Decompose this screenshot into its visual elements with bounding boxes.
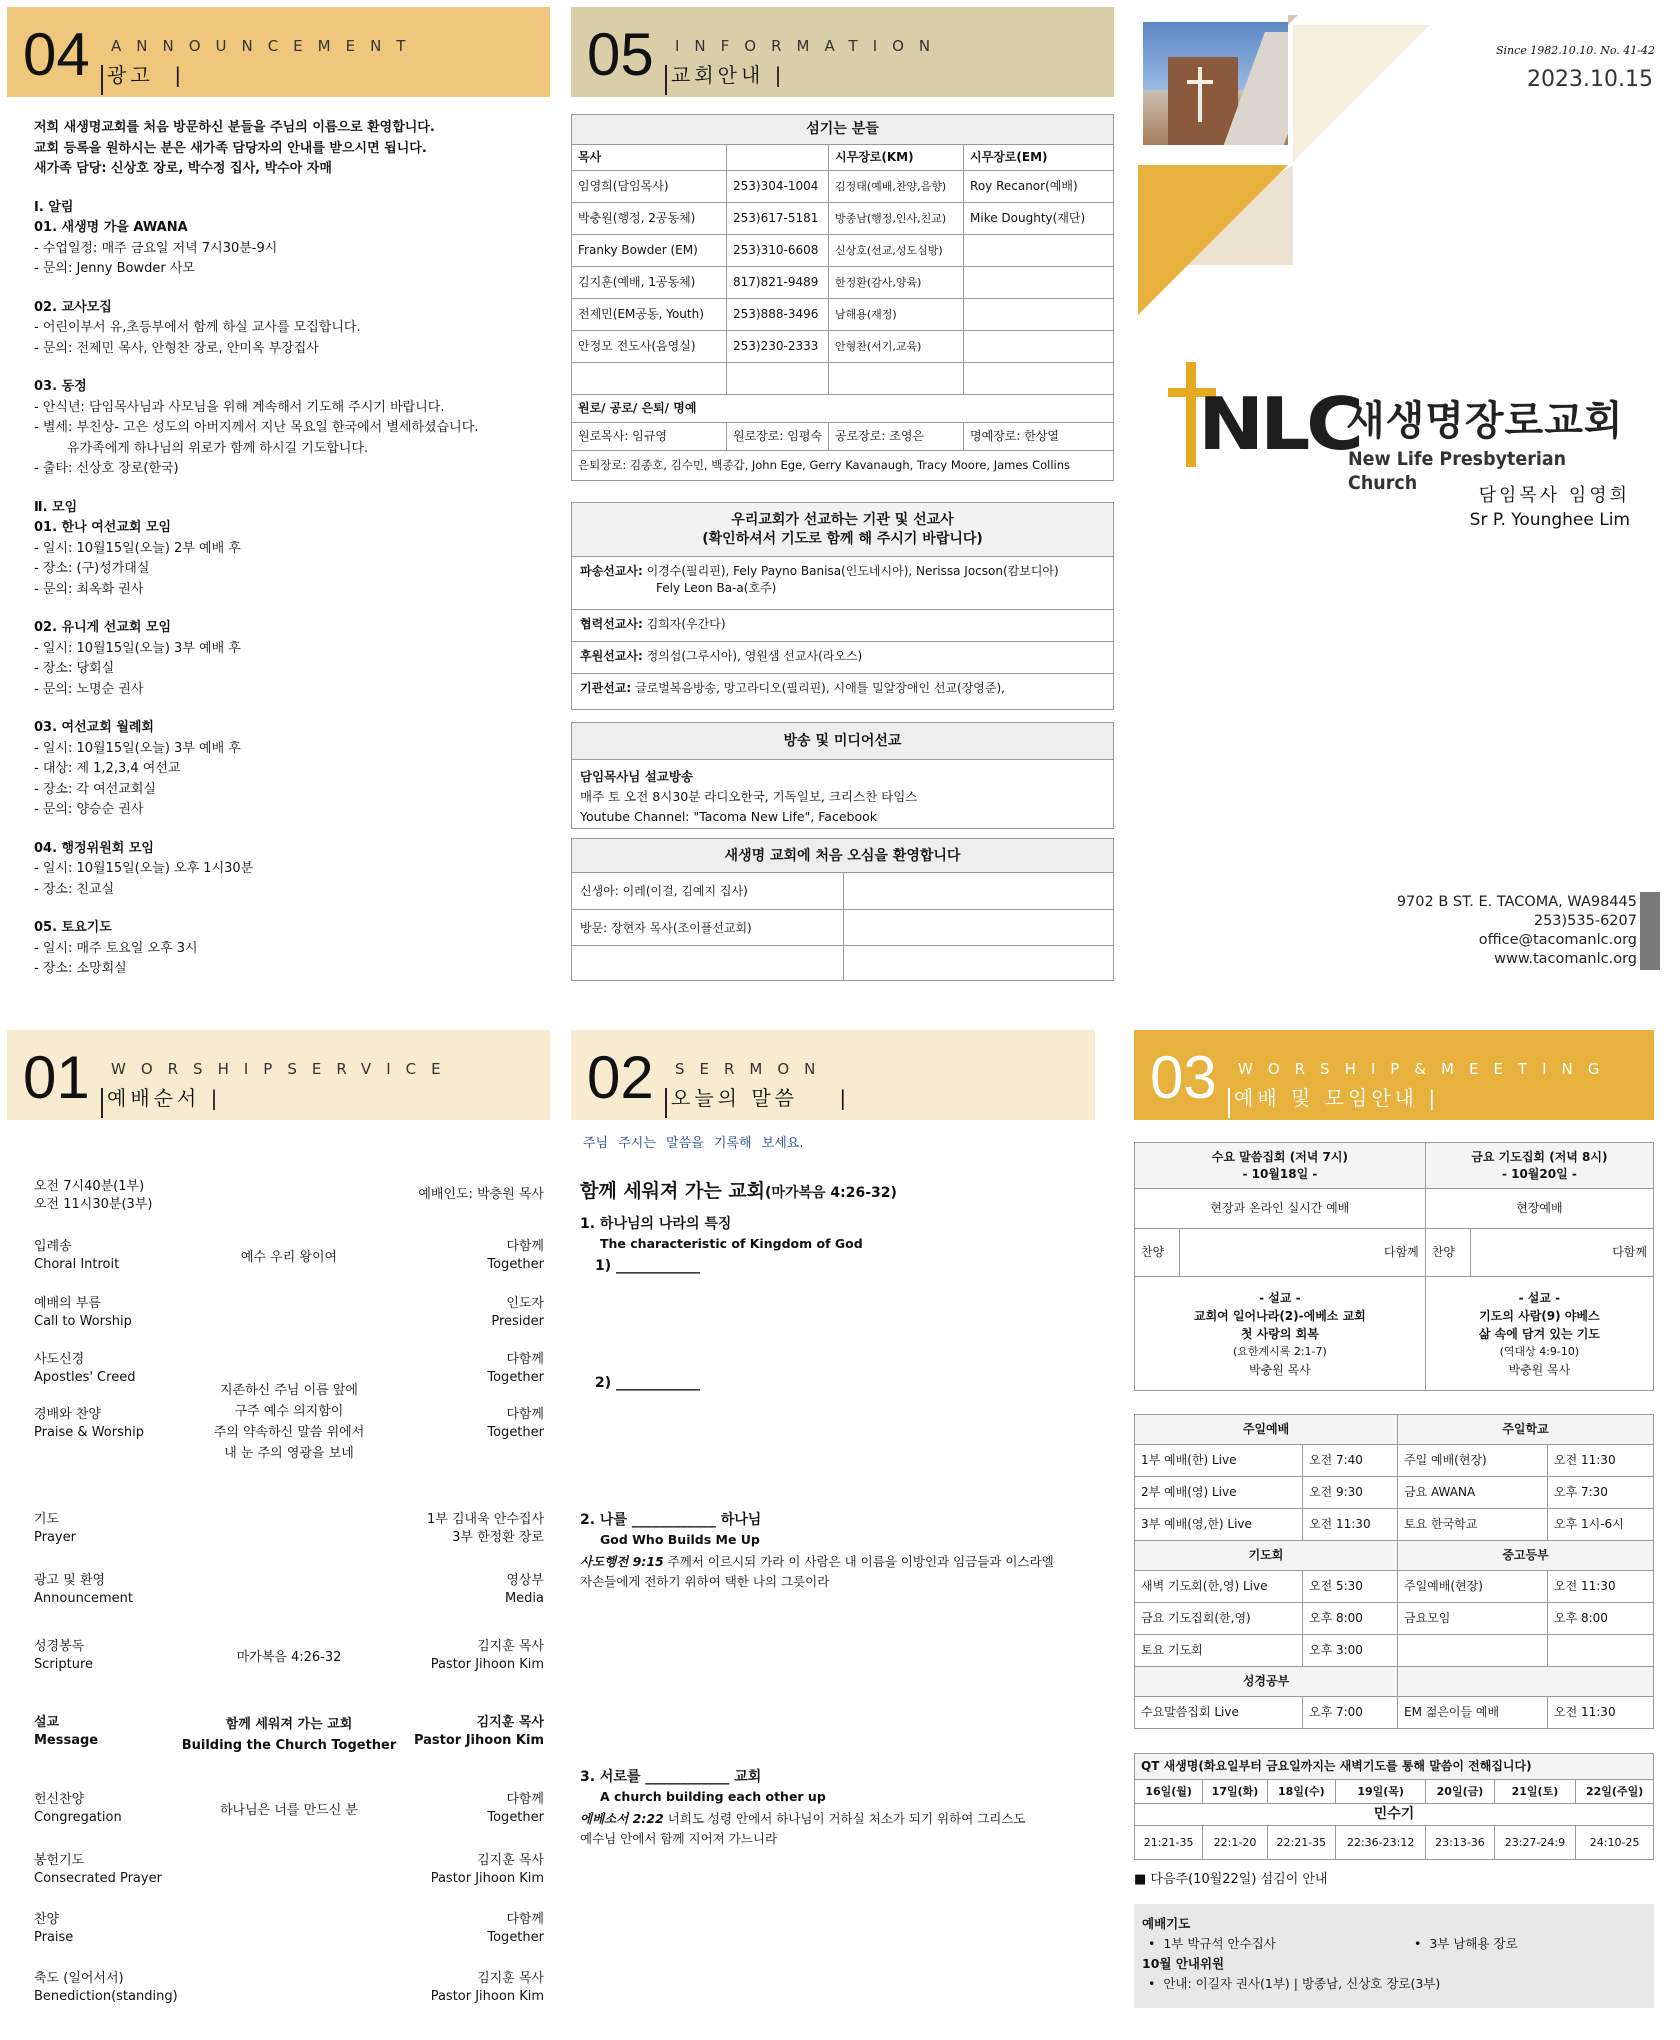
sermon-point-3: 3. 서로를 ____________ 교회 A church building each other up 에베소서 2:22 너희도 성령 안에서 하나님이 거하실 처소가 되기 위하여 그리스도 예수님 안에서 함께 지어져 가느니라 xyxy=(580,1769,1026,1846)
staff-title: 섬기는 분들 xyxy=(572,115,1114,145)
qt-day: 22일(주일) xyxy=(1576,1780,1654,1804)
section-number: 02 xyxy=(587,1044,654,1111)
announce-line: 유가족에게 하나님의 위로가 함께 하시길 기도합니다. xyxy=(34,440,369,456)
servers-box: 예배기도 • 1부 박규석 안수집사 • 3부 남해용 장로 10월 안내위원 • 안내: 이길자 권사(1부) | 방종남, 신상호 장로(3부) xyxy=(1134,1904,1654,2008)
mission-row: 파송선교사: 이경수(필리핀), Fely Payno Banisa(인도네시아), Nerissa Jocson(캄보디아) Fely Leon Ba-a(호주) xyxy=(580,564,1059,595)
schedule-row: 새벽 기도회(한,영) Live 오전 5:30 주일예배(현장) 오전 11:30 xyxy=(1135,1571,1654,1603)
welcome-row: 방문: 장현자 목사(조이플선교회) xyxy=(572,909,1113,945)
qt-reference: 22:36-23:12 xyxy=(1335,1826,1425,1860)
staff-table: 섬기는 분들 목사 시무장로(KM) 시무장로(EM) 임영희(담임목사) 253)304-1004 김정태(예배,찬양,음향) Roy Recanor(예배) 박충원(행정, 2공동체) 253)617-5181 방종남(행정,인사,친교) Mike Doughty(재단) Franky Bowder (EM) 253)310-6608 신상호(선교,성도심방) 김지훈(예배, 1공동체) 817)821-9489 한정환(감사,양육) 전제민(EM공동, Youth) 253)888-3496 남해용(재정) 안정모 전도사(음영실) 253)230-2333 안형찬(서기,교육) 원로/ 공로/ 은퇴/ 명예 원로목사: 임규영 원로장로: 임평숙 공로장로: 조영은 명예장로: 한상열 은퇴장로: 김종호, 김수민, 백종갑, John Ege, Gerry Kavanaugh, Tracy Moore, James Collins xyxy=(571,114,1114,481)
sermon-blank-2: 2) ____________ xyxy=(595,1375,701,1391)
elder-cell: 명예장로: 한상열 xyxy=(964,423,1114,451)
announce-line: - 장소: 소망회실 xyxy=(34,961,127,976)
mission-subtitle: (확인하셔서 기도로 함께 해 주시기 바랍니다) xyxy=(702,531,983,547)
announce-line: 04. 행정위원회 모임 xyxy=(34,840,154,856)
qt-table xyxy=(1134,1753,1654,1860)
qt-day: 19일(목) xyxy=(1335,1780,1425,1804)
announce-line: - 일시: 10월15일(오늘) 2부 예배 후 xyxy=(34,540,241,556)
announce-line: - 대상: 제 1,2,3,4 여선교 xyxy=(34,761,181,776)
media-box xyxy=(571,722,1114,829)
welcome-box xyxy=(571,838,1114,981)
section-number: 03 xyxy=(1150,1044,1217,1111)
mission-row: 후원선교사: 정의섭(그루시아), 영원샘 선교사(라오스) xyxy=(572,641,1113,673)
section-title-ko: 오늘의 말씀 | xyxy=(671,1086,851,1110)
announce-line: - 문의: Jenny Bowder 사모 xyxy=(34,261,195,276)
qt-book: 민수기 xyxy=(1135,1804,1654,1826)
announce-line: - 일시: 10월15일(오늘) 3부 예배 후 xyxy=(34,640,241,656)
announce-line: - 문의: 전제민 목사, 안형찬 장로, 안미옥 부장집사 xyxy=(34,340,319,356)
mission-box xyxy=(571,502,1114,710)
qt-day: 21일(토) xyxy=(1494,1780,1576,1804)
staff-row: 박충원(행정, 2공동체) 253)617-5181 방종남(행정,인사,친교) Mike Doughty(재단) xyxy=(572,203,1114,235)
schedule-row: 1부 예배(한) Live 오전 7:40 주일 예배(현장) 오전 11:30 xyxy=(1135,1445,1654,1477)
section-number: 01 xyxy=(23,1044,90,1111)
announce-line: - 일시: 10월15일(오늘) 오후 1시30분 xyxy=(34,861,254,876)
announce-line: 02. 교사모집 xyxy=(34,299,112,315)
announce-line: - 장소: 친교실 xyxy=(34,881,115,897)
announce-line xyxy=(34,900,544,918)
order-item: 입례송 Choral Introit 예수 우리 왕이여 다함께 Together xyxy=(34,1239,544,1272)
qt-title: QT 새생명(화요일부터 금요일까지는 새벽기도를 통해 말씀이 전해집니다) xyxy=(1135,1754,1654,1780)
order-item: 찬양 Praise 다함께 Together xyxy=(34,1912,544,1945)
order-item: 예배의 부름 Call to Worship 인도자 Presider xyxy=(34,1296,544,1329)
schedule-row: 2부 예배(영) Live 오전 9:30 금요 AWANA 오후 7:30 xyxy=(1135,1477,1654,1509)
announce-line: 01. 새생명 가을 AWANA xyxy=(34,220,188,235)
announce-line: - 어린이부서 유,초등부에서 함께 하실 교사를 모집합니다. xyxy=(34,320,361,335)
announce-line: 01. 한나 여선교회 모임 xyxy=(34,520,172,535)
announce-line: 03. 동정 xyxy=(34,379,87,394)
section-title-en: WORSHIP&MEETING xyxy=(1238,1060,1615,1078)
schedule-section: 성경공부 xyxy=(1135,1667,1654,1697)
announcement-list xyxy=(34,118,544,980)
announce-line: - 수업일정: 매주 금요일 저녁 7시30분-9시 xyxy=(34,240,278,256)
announce-line: - 출타: 신상호 장로(한국) xyxy=(34,461,179,476)
media-line-2: 매주 토 오전 8시30분 라디오한국, 기독일보, 크리스찬 타임스 xyxy=(580,789,918,804)
retired-elders: 은퇴장로: 김종호, 김수민, 백종갑, John Ege, Gerry Kavanaugh, Tracy Moore, James Collins xyxy=(572,451,1114,481)
cross-icon xyxy=(1186,362,1196,467)
section-title-en: INFORMATION xyxy=(675,37,946,55)
section-title-ko: 교회안내 | xyxy=(671,63,786,87)
qt-reference: 23:13-36 xyxy=(1426,1826,1494,1860)
section-number: 04 xyxy=(23,21,90,88)
qt-day: 18일(수) xyxy=(1267,1780,1335,1804)
welcome-row xyxy=(572,945,1113,981)
qt-day: 16일(월) xyxy=(1135,1780,1203,1804)
elder-cell: 원로장로: 임평숙 xyxy=(727,423,829,451)
midweek-table: 수요 말씀집회 (저녁 7시) - 10월18일 - 금요 기도집회 (저녁 8시) - 10월20일 - 현장과 온라인 실시간 예배 현장예배 찬양 다함께 찬양 다함께 - 설교 - 교회여 일어나라(2)-에베소 교회 첫 사랑의 회복 (요한계시록 2:1-7) 박충원 목사 - 설교 - 기도의 사람(9) 야베스 삶 속에 담겨 있는 기도 (역대상 4:9-10) 박충원 목사 xyxy=(1134,1142,1654,1391)
staff-row: 안정모 전도사(음영실) 253)230-2333 안형찬(서기,교육) xyxy=(572,331,1114,363)
logo-mark: NLC xyxy=(1198,382,1360,466)
section-title-ko: 예배 및 모임안내 | xyxy=(1234,1086,1440,1110)
announce-line xyxy=(34,359,544,377)
logo-korean: 새생명장로교회 xyxy=(1346,398,1624,444)
announce-line xyxy=(34,700,544,718)
logo-english: New Life Presbyterian Church xyxy=(1348,448,1567,494)
announce-line: 02. 유니게 선교회 모임 xyxy=(34,620,172,635)
square-bullet-icon: ■ xyxy=(1134,1872,1151,1887)
announce-line: - 장소: 당회실 xyxy=(34,661,115,676)
qt-reference: 21:21-35 xyxy=(1135,1826,1203,1860)
announce-line: - 문의: 양승순 권사 xyxy=(34,802,144,817)
order-item: 봉헌기도 Consecrated Prayer 김지훈 목사 Pastor Jihoon Kim xyxy=(34,1853,544,1886)
elders-title: 원로/ 공로/ 은퇴/ 명예 xyxy=(572,395,1114,423)
media-title: 방송 및 미디어선교 xyxy=(572,723,1113,760)
schedule-row: 3부 예배(영,한) Live 오전 11:30 토요 한국학교 오후 1시-6시 xyxy=(1135,1509,1654,1541)
mission-row: 기관선교: 글로벌복음방송, 망고라디오(필리핀), 시애틀 밀알장애인 선교(장영준), xyxy=(572,673,1113,707)
schedule-section: 주일예배 주일학교 xyxy=(1135,1415,1654,1445)
announce-line: 저희 새생명교회를 처음 방문하신 분들을 주님의 이름으로 환영합니다. xyxy=(34,120,435,135)
section-title-ko: 예배순서 | xyxy=(107,1086,222,1110)
meeting-header xyxy=(1134,1030,1654,1120)
staff-row: Franky Bowder (EM) 253)310-6608 신상호(선교,성도심방) xyxy=(572,235,1114,267)
mission-row: 협력선교사: 김희자(우간다) xyxy=(572,609,1113,641)
order-item: 사도신경 Apostles' Creed 다함께 Together xyxy=(34,1352,544,1385)
section-number: 05 xyxy=(587,21,654,88)
order-item: 헌신찬양 Congregation 하나님은 너를 만드신 분 다함께 Together xyxy=(34,1792,544,1825)
qt-reference: 22:1-20 xyxy=(1203,1826,1267,1860)
schedule-row: 토요 기도회 오후 3:00 xyxy=(1135,1635,1654,1667)
qt-reference: 23:27-24:9 xyxy=(1494,1826,1576,1860)
order-item: 성경봉독 Scripture 마가복음 4:26-32 김지훈 목사 Pastor Jihoon Kim xyxy=(34,1639,544,1672)
schedule-table xyxy=(1134,1414,1654,1729)
qt-reference: 22:21-35 xyxy=(1267,1826,1335,1860)
order-item: 광고 및 환영 Announcement 영상부 Media xyxy=(34,1573,544,1606)
sermon-point-2: 2. 나를 ____________ 하나님 God Who Builds Me Up 사도행전 9:15 주께서 이르시되 가라 이 사람은 내 이름을 이방인과 임금들과 이스라엘 자손들에게 전하기 위하여 택한 나의 그릇이라 xyxy=(580,1512,1054,1589)
mission-title: 우리교회가 선교하는 기관 및 선교사 xyxy=(731,512,954,528)
staff-row xyxy=(572,363,1114,395)
schedule-section: 기도회 중고등부 xyxy=(1135,1541,1654,1571)
sermon-header xyxy=(571,1030,1095,1120)
pastor-english: Sr P. Younghee Lim xyxy=(1469,510,1630,530)
announce-line: - 일시: 10월15일(오늘) 3부 예배 후 xyxy=(34,740,241,756)
church-logo xyxy=(1168,362,1638,494)
staff-row: 김지훈(예배, 1공동체) 817)821-9489 한정환(감사,양육) xyxy=(572,267,1114,299)
media-line-3: Youtube Channel: "Tacoma New Life", Facebook xyxy=(580,809,877,824)
announce-line: 교회 등록을 원하시는 분은 새가족 담당자의 안내를 받으시면 됩니다. xyxy=(34,140,427,156)
announce-line: - 장소: (구)성가대실 xyxy=(34,561,150,576)
announce-line xyxy=(34,180,544,198)
announce-line: - 문의: 노명순 권사 xyxy=(34,681,144,697)
order-item: 기도 Prayer 1부 김내욱 안수집사 3부 한정환 장로 xyxy=(34,1512,544,1545)
welcome-row: 신생아: 이레(이걸, 김예지 집사) xyxy=(572,873,1113,909)
announce-line: - 별세: 부친상- 고은 성도의 아버지께서 지난 목요일 한국에서 별세하셨습니다. xyxy=(34,420,479,435)
church-address: 9702 B ST. E. TACOMA, WA98445 253)535-6207 office@tacomanlc.org www.tacomanlc.org xyxy=(1396,894,1637,967)
schedule-row: 금요 기도집회(한,영) 오후 8:00 금요모임 오후 8:00 xyxy=(1135,1603,1654,1635)
since-line: Since 1982.10.10. No. 41-42 xyxy=(1495,44,1655,57)
media-line-1: 담임목사님 설교방송 xyxy=(580,769,694,784)
sermon-point-1: 1. 하나님의 나라의 특징 The characteristic of Kingdom of God 1) ____________ xyxy=(580,1216,863,1274)
qt-reference: 24:10-25 xyxy=(1576,1826,1654,1860)
sermon-title: 함께 세워져 가는 교회(마가복음 4:26-32) xyxy=(580,1180,897,1202)
order-item: 축도 (일어서서) Benediction(standing) 김지훈 목사 Pastor Jihoon Kim xyxy=(34,1971,544,2004)
announce-header xyxy=(7,7,550,97)
section-title-en: SERMON xyxy=(675,1060,831,1078)
next-week-notice: ■ 다음주(10월22일) 섬김이 안내 xyxy=(1134,1872,1328,1887)
schedule-row: 수요말씀집회 Live 오후 7:00 EM 젊은이들 예배 오전 11:30 xyxy=(1135,1697,1654,1729)
announce-line: - 문의: 최옥화 권사 xyxy=(34,581,144,597)
worship-leader: 예배인도: 박충원 목사 xyxy=(418,1187,544,1202)
announce-line: Ⅰ. 알림 xyxy=(34,199,74,215)
elder-cell: 원로목사: 임규영 xyxy=(572,423,727,451)
order-item: 경배와 찬양 Praise & Worship 지존하신 주님 이름 앞에 구주 예수 의지함이 주의 약속하신 말씀 위에서 내 눈 주의 영광을 보네 다함께 Together xyxy=(34,1383,544,1461)
sermon-intro: 주님 주시는 말씀을 기록해 보세요. xyxy=(583,1136,804,1151)
info-header xyxy=(571,7,1114,97)
worship-header xyxy=(7,1030,550,1120)
qt-day: 17일(화) xyxy=(1203,1780,1267,1804)
announce-line: 새가족 담당: 신상호 장로, 박수정 집사, 박수아 자매 xyxy=(34,161,332,176)
section-title-en: WORSHIPSERVICE xyxy=(111,1060,456,1078)
cover-side-bar xyxy=(1640,892,1660,970)
pastor-korean: 담임목사 임영희 xyxy=(1478,485,1630,506)
announce-line: 03. 여선교회 월례회 xyxy=(34,720,154,735)
service-times: 오전 7시40분(1부) 오전 11시30분(3부) xyxy=(34,1179,153,1212)
cover-triangles xyxy=(1138,15,1448,325)
announce-line xyxy=(34,600,544,618)
announce-line: Ⅱ. 모임 xyxy=(34,499,78,515)
announce-line xyxy=(34,821,544,839)
section-title-en: ANNOUNCEMENT xyxy=(111,37,421,55)
announce-line: - 장소: 각 여선교회실 xyxy=(34,781,156,797)
announce-line xyxy=(34,280,544,298)
staff-row: 전제민(EM공동, Youth) 253)888-3496 남해용(재정) xyxy=(572,299,1114,331)
announce-line: - 일시: 매주 토요일 오후 3시 xyxy=(34,940,198,956)
order-item: 설교 Message 함께 세워져 가는 교회 Building the Church Together 김지훈 목사 Pastor Jihoon Kim xyxy=(34,1715,544,1753)
section-title-ko: 광고 | xyxy=(107,63,186,87)
bulletin-date: 2023.10.15 xyxy=(1527,67,1653,92)
welcome-title: 새생명 교회에 처음 오심을 환영합니다 xyxy=(572,839,1113,873)
elder-cell: 공로장로: 조영은 xyxy=(829,423,964,451)
staff-col-head: 목사 xyxy=(572,145,727,171)
staff-row: 임영희(담임목사) 253)304-1004 김정태(예배,찬양,음향) Roy Recanor(예배) xyxy=(572,171,1114,203)
announce-line: - 안식년: 담임목사님과 사모님을 위해 계속해서 기도해 주시기 바랍니다. xyxy=(34,399,445,415)
announce-line xyxy=(34,480,544,498)
qt-day: 20일(금) xyxy=(1426,1780,1494,1804)
announce-line: 05. 토요기도 xyxy=(34,920,112,935)
